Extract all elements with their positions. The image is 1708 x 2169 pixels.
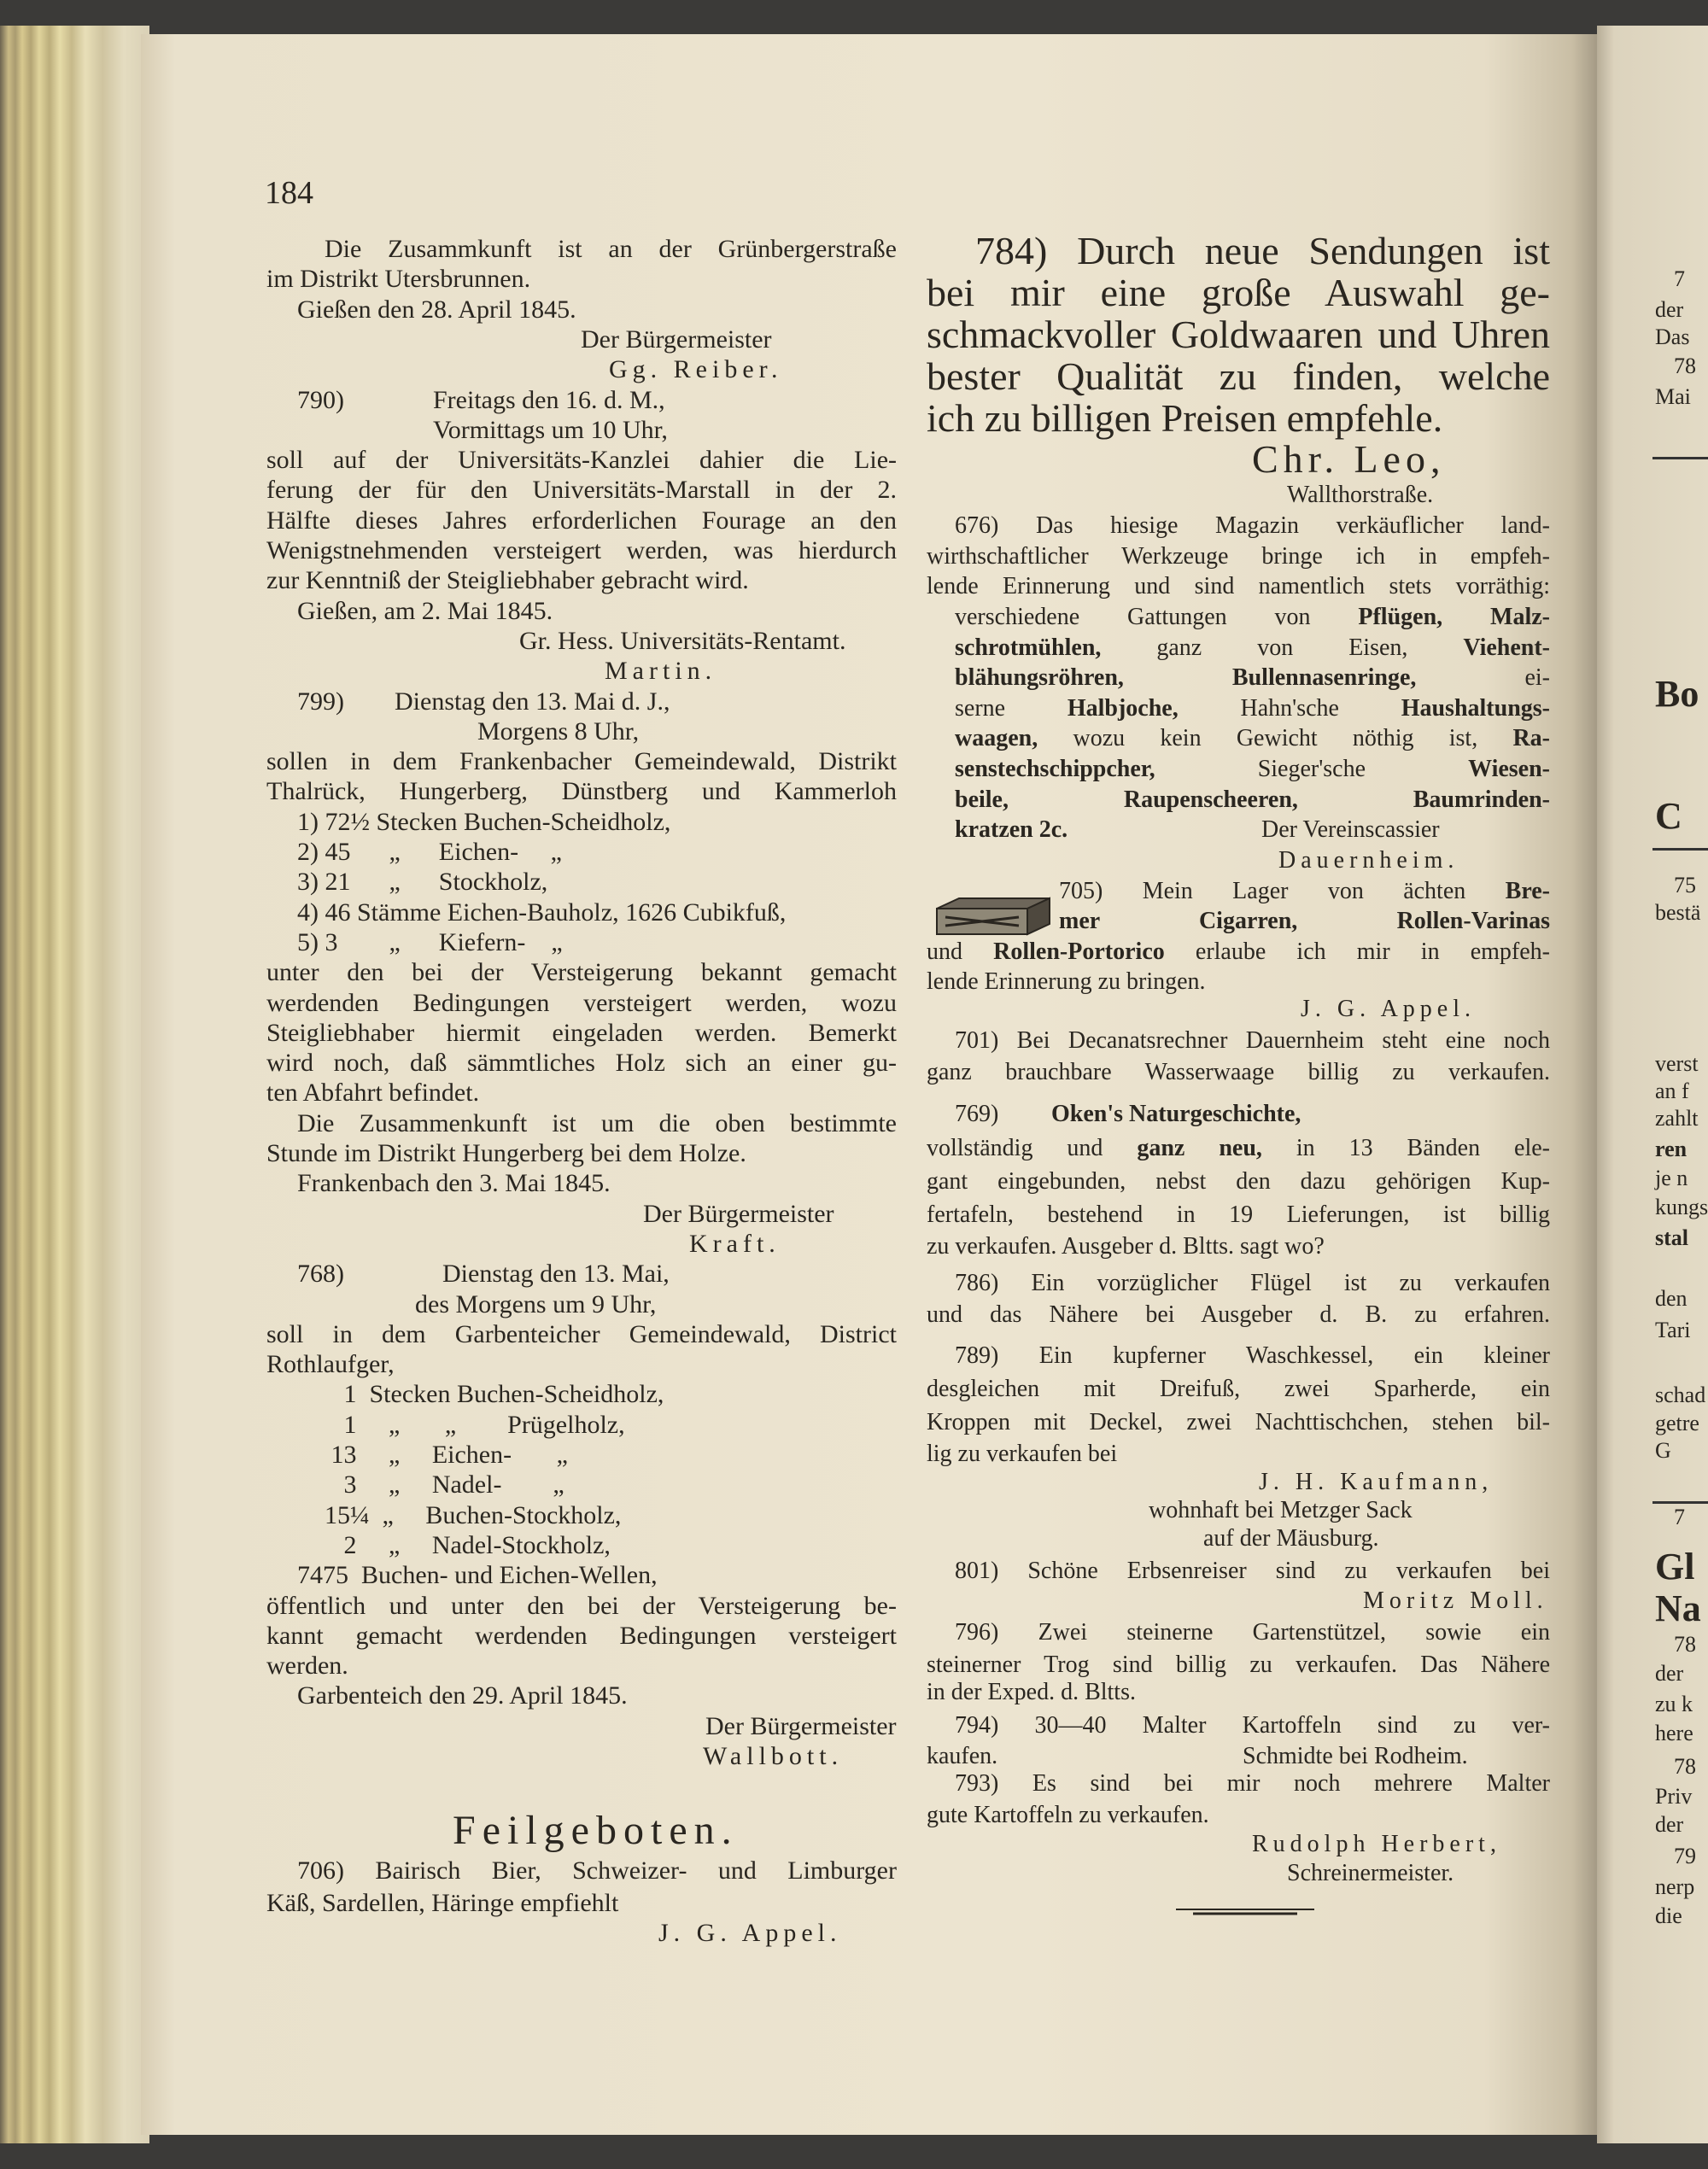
text-line: Wallthorstraße. [1287, 482, 1434, 508]
text-line: 784) Durch neue Sendungen ist [975, 229, 1550, 272]
fragment-text: ren [1655, 1137, 1688, 1162]
text-line [955, 756, 1550, 783]
text: ei- [1416, 664, 1550, 691]
text-line: wohnhaft bei Metzger Sack [1149, 1497, 1413, 1523]
text-line: ferung der für den Universitäts-Marstall in der 2. [266, 476, 897, 505]
text-line: 1 Stecken Buchen-Scheidholz, [325, 1380, 664, 1409]
text-line [955, 664, 1550, 692]
text-line: lig zu verkaufen bei [927, 1441, 1118, 1467]
fragment-text: Tari [1655, 1318, 1691, 1343]
text-line: unter den bei der Versteigerung bekannt gemacht [266, 958, 897, 987]
fragment-text: 78 [1674, 354, 1696, 379]
text-line: Der Vereinscassier [1261, 816, 1440, 843]
text-line: 15¼ „ Buchen-Stockholz, [325, 1500, 622, 1529]
text-line: Der Bürgermeister [705, 1711, 897, 1740]
text-line: Rothlaufger, [266, 1350, 395, 1379]
bold-text: senstechschippcher, [955, 756, 1155, 782]
fragment-text: Bo [1655, 673, 1699, 716]
bold-text: Pflügen, Malz- [1358, 604, 1550, 630]
text-line: werdenden Bedingungen versteigert werden, wozu [266, 988, 897, 1017]
bold-text: Haushaltungs- [1401, 695, 1550, 722]
text-line [955, 816, 1068, 844]
text-line: Thalrück, Hungerberg, Dünstberg und Kammerloh [266, 777, 897, 806]
text-line: öffentlich und unter den bei der Versteigerung be- [266, 1591, 897, 1620]
text-line: ganz brauchbare Wasserwaage billig zu verkaufen. [927, 1059, 1550, 1085]
fragment-text: der [1655, 296, 1684, 322]
text-line: Morgens 8 Uhr, [477, 716, 640, 745]
text: 705) Mein Lager von ächten [1059, 878, 1506, 904]
text-line: 1 „ „ Prügelholz, [325, 1410, 625, 1439]
text-line: Dienstag den 13. Mai d. J., [395, 687, 670, 716]
fragment-text: 75 [1674, 872, 1696, 897]
text-line: Gießen den 28. April 1845. [297, 295, 576, 324]
fragment-text: Mai [1655, 383, 1691, 409]
text-line: soll in dem Garbenteicher Gemeindewald, District [266, 1319, 897, 1348]
book-page-edges [0, 26, 149, 2143]
text-line: zur Kenntniß der Steigliebhaber gebracht wird. [266, 566, 749, 595]
text-line: 794) 30—40 Malter Kartoffeln sind zu ver- [955, 1712, 1550, 1739]
bold-text: Ra- [1512, 725, 1550, 751]
column-rule [1652, 457, 1708, 459]
text: Hahn'sche [1178, 695, 1401, 722]
text: erlaube ich mir in empfeh- [1164, 938, 1551, 965]
text-line: Wenigstnehmenden versteigert werden, was hierdurch [266, 536, 897, 564]
text-line: Schmidte bei Rodheim. [1243, 1743, 1468, 1769]
text-line: bei mir eine große Auswahl ge- [927, 271, 1550, 314]
text-line: Freitags den 16. d. M., [433, 385, 665, 414]
text-line: 1) 72½ Stecken Buchen-Scheidholz, [297, 807, 671, 836]
text: in 13 Bänden ele- [1261, 1135, 1550, 1161]
text-line: 701) Bei Decanatsrechner Dauernheim steht eine noch [955, 1027, 1550, 1054]
text-line [955, 786, 1550, 814]
fragment-text: 79 [1674, 1843, 1696, 1868]
text-line: 3) 21 „ Stockholz, [297, 868, 548, 897]
fragment-text: der [1655, 1661, 1684, 1687]
bold-text: Bre- [1505, 878, 1550, 904]
text-line: wirthschaftlicher Werkzeuge bringe ich in empfeh- [927, 543, 1550, 570]
text-line: Moritz Moll. [1363, 1587, 1548, 1614]
text-line: in der Exped. d. Bltts. [927, 1679, 1136, 1705]
cigar-box-illustration [933, 895, 1053, 939]
text-line: 2) 45 „ Eichen- „ [297, 838, 562, 866]
text-line: 5) 3 „ Kiefern- „ [297, 927, 563, 956]
text: Sieger'sche [1155, 756, 1469, 782]
fragment-text: zu k [1655, 1691, 1693, 1716]
text-line: Dienstag den 13. Mai, [442, 1260, 670, 1289]
fragment-text: C [1655, 794, 1682, 837]
text-line: Käß, Sardellen, Häringe empfiehlt [266, 1889, 619, 1917]
text-line: J. G. Appel. [1301, 996, 1476, 1022]
bold-text: mer Cigarren, Rollen-Varinas [1059, 908, 1550, 934]
text-line: 676) Das hiesige Magazin verkäuflicher land- [955, 512, 1550, 539]
fragment-text: kungs [1655, 1195, 1708, 1220]
fragment-text: Das [1655, 324, 1690, 350]
next-page-edge [1597, 26, 1708, 2143]
text: wozu kein Gewicht nöthig ist, [1038, 725, 1513, 751]
bold-text: Halbjoche, [1067, 695, 1179, 722]
text: serne [955, 695, 1068, 722]
text-line: gute Kartoffeln zu verkaufen. [927, 1802, 1209, 1828]
text-line: kaufen. [927, 1743, 998, 1769]
fragment-text: 7 [1674, 1505, 1685, 1529]
text-line: lende Erinnerung zu bringen. [927, 968, 1206, 995]
text: ganz von Eisen, [1101, 634, 1464, 661]
text-line: Chr. Leo, [1252, 437, 1446, 481]
text-line: Die Zusammkunft ist an der Grünbergerstraße [325, 235, 897, 263]
text-line: 796) Zwei steinerne Gartenstützel, sowie ein [955, 1619, 1550, 1646]
text-line: Dauernheim. [1278, 847, 1459, 874]
text-line: Stunde im Distrikt Hungerberg bei dem Holze. [266, 1139, 746, 1167]
fragment-text: schad [1655, 1383, 1706, 1408]
text-line: 706) Bairisch Bier, Schweizer- und Limburger [297, 1856, 897, 1885]
text-line: Frankenbach den 3. Mai 1845. [297, 1169, 611, 1198]
text-line: Kraft. [689, 1229, 781, 1258]
text-line [927, 938, 1550, 966]
notice-number: 799) [297, 687, 344, 716]
text-line [955, 634, 1550, 662]
text-line: werden. [266, 1652, 348, 1681]
bold-text: kratzen 2c. [955, 816, 1068, 843]
text-line: Wallbott. [703, 1742, 844, 1770]
text-line: Schreinermeister. [1287, 1860, 1454, 1886]
fragment-text: zahlt [1655, 1106, 1699, 1131]
section-heading-feilgeboten: Feilgeboten. [453, 1808, 739, 1853]
text-line [927, 1135, 1550, 1162]
text-line: 13 „ Eichen- „ [325, 1441, 568, 1469]
column-rule [1652, 848, 1708, 851]
fragment-text: getre [1655, 1410, 1699, 1435]
text-line: Garbenteich den 29. April 1845. [297, 1681, 628, 1710]
bold-text: schrotmühlen, [955, 634, 1102, 661]
text-line: zu verkaufen. Ausgeber d. Bltts. sagt wo? [927, 1233, 1325, 1260]
text-line [1059, 908, 1550, 935]
text-line: 2 „ Nadel-Stockholz, [325, 1530, 611, 1559]
text-line: bester Qualität zu finden, welche [927, 354, 1550, 398]
text: vollständig und [927, 1135, 1138, 1161]
bold-text: beile, Raupenscheeren, Baumrinden- [955, 786, 1550, 813]
bold-text: waagen, [955, 725, 1038, 751]
text-line: 786) Ein vorzüglicher Flügel ist zu verkaufen [955, 1270, 1550, 1296]
page-number: 184 [265, 175, 313, 211]
notice-number: 790) [297, 385, 344, 414]
text-line: Oken's Naturgeschichte, [1051, 1101, 1301, 1127]
fragment-text: 78 [1674, 1632, 1696, 1657]
text-line: 793) Es sind bei mir noch mehrere Malter [955, 1770, 1550, 1797]
fragment-text: je n [1655, 1166, 1688, 1191]
text-line [955, 725, 1550, 752]
text-line: fertafeln, bestehend in 19 Lieferungen, ist billig [927, 1201, 1550, 1228]
text-line: 789) Ein kupferner Waschkessel, ein kleiner [955, 1342, 1550, 1369]
text-line: Die Zusammenkunft ist um die oben bestimmte [297, 1108, 897, 1137]
column-rule [1652, 1501, 1708, 1504]
ornamental-rule [1176, 1906, 1314, 1918]
fragment-text: here [1655, 1720, 1693, 1745]
bold-text: ganz neu, [1137, 1135, 1262, 1161]
text-line: schmackvoller Goldwaaren und Uhren [927, 313, 1550, 356]
fragment-text: Priv [1655, 1784, 1693, 1809]
text-line [955, 604, 1550, 631]
text: und [927, 938, 994, 965]
text-line: 3 „ Nadel- „ [325, 1470, 564, 1500]
text-line: Gießen, am 2. Mai 1845. [297, 596, 553, 625]
bold-text: blähungsröhren, Bullennasenringe, [955, 664, 1417, 691]
text-line: Rudolph Herbert, [1252, 1831, 1501, 1857]
text-line: Vormittags um 10 Uhr, [433, 415, 668, 444]
fragment-text: 78 [1674, 1753, 1696, 1779]
text-line: wird noch, daß sämmtliches Holz sich an einer gu- [266, 1049, 897, 1078]
bold-text: Rollen-Portorico [993, 938, 1165, 965]
notice-number: 768) [297, 1260, 344, 1289]
bold-text: Wiesen- [1468, 756, 1550, 782]
fragment-text: an f [1655, 1079, 1689, 1104]
text-line: sollen in dem Frankenbacher Gemeindewald, Distrikt [266, 747, 897, 776]
text-line: Hälfte dieses Jahres erforderlichen Fourage an den [266, 506, 897, 535]
fragment-text: der [1655, 1811, 1684, 1837]
text-line: 801) Schöne Erbsenreiser sind zu verkaufen bei [955, 1558, 1550, 1584]
text-line: 7475 Buchen- und Eichen-Wellen, [297, 1561, 658, 1590]
text-line: Steigliebhaber hiermit eingeladen werden. Bemerkt [266, 1018, 897, 1047]
text-line: kannt gemacht werdenden Bedingungen versteigert [266, 1621, 897, 1650]
text-line: soll auf der Universitäts-Kanzlei dahier die Lie- [266, 446, 897, 475]
text-line: Kroppen mit Deckel, zwei Nachttischchen, stehen bil- [927, 1409, 1550, 1435]
fragment-text: die [1655, 1903, 1682, 1928]
text-line: ich zu billigen Preisen empfehle. [927, 396, 1443, 440]
text-line: des Morgens um 9 Uhr, [415, 1289, 657, 1318]
fragment-text: den [1655, 1286, 1688, 1312]
fragment-text: verst [1655, 1050, 1699, 1076]
notice-number: 769) [955, 1101, 999, 1127]
text: verschiedene Gattungen von [955, 604, 1359, 630]
fragment-text: Gl [1655, 1546, 1695, 1588]
fragment-text: nerp [1655, 1874, 1695, 1899]
text-line: ten Abfahrt befindet. [266, 1079, 480, 1108]
text-line: steinerner Trog sind billig zu verkaufen. Das Nähere [927, 1652, 1550, 1678]
fragment-text: bestä [1655, 900, 1701, 926]
text-line: gant eingebunden, nebst den dazu gehörigen Kup- [927, 1168, 1550, 1195]
text-line: Der Bürgermeister [643, 1199, 834, 1228]
text-line: 4) 46 Stämme Eichen-Bauholz, 1626 Cubikfuß, [297, 897, 787, 927]
text-line: J. H. Kaufmann, [1259, 1469, 1494, 1495]
text-line: Martin. [605, 657, 717, 686]
bold-text: Viehent- [1463, 634, 1550, 661]
text-line: lende Erinnerung und sind namentlich stets vorräthig: [927, 573, 1550, 599]
text-line: J. G. Appel. [658, 1919, 842, 1947]
text-line: Gg. Reiber. [609, 355, 783, 384]
fragment-text: Na [1655, 1587, 1701, 1630]
text-line [1059, 878, 1550, 905]
text-line [955, 695, 1550, 722]
text-line: im Distrikt Utersbrunnen. [266, 265, 531, 294]
text-line: auf der Mäusburg. [1203, 1525, 1379, 1552]
fragment-text: stal [1655, 1225, 1688, 1250]
fragment-text: G [1655, 1438, 1671, 1464]
text-line: und das Nähere bei Ausgeber d. B. zu erfahren. [927, 1301, 1550, 1328]
text-line: Gr. Hess. Universitäts-Rentamt. [519, 626, 846, 655]
text-line: Der Bürgermeister [581, 324, 772, 354]
text-line: desgleichen mit Dreifuß, zwei Sparherde, ein [927, 1376, 1550, 1402]
fragment-text: 7 [1674, 266, 1685, 292]
